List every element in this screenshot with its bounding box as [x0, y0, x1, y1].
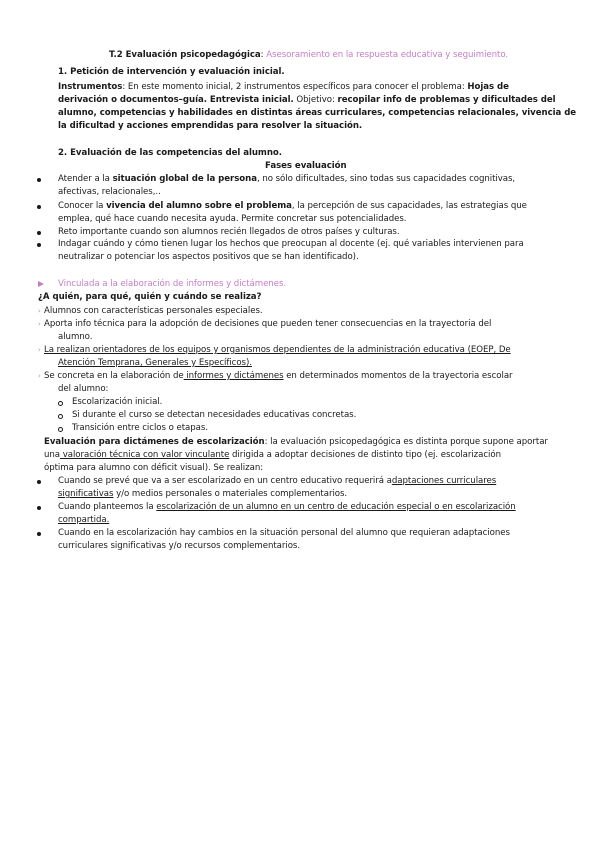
bullet-icon — [37, 480, 41, 484]
case-2-line1 — [58, 502, 516, 513]
title-colon: : — [260, 50, 267, 60]
text: Cuando se prevé que va a ser escolarizado en un centro educativo requerirá a — [58, 476, 392, 486]
text: Conocer la — [58, 201, 107, 211]
bullet-icon — [37, 506, 41, 510]
text: dirigida a adoptar decisiones de distinto tipo (ej. escolarización — [229, 450, 501, 460]
chevron-right-icon: › — [38, 320, 41, 328]
line2-bold: derivación o documentos–guía. Entrevista inicial. — [58, 95, 294, 105]
sub-item-1: Escolarización inicial. — [72, 397, 163, 407]
text: Cuando planteemos la — [58, 502, 157, 512]
fases-bullet-4-line2: neutralizar o potenciar los aspectos positivos que se han identificado). — [58, 252, 359, 262]
section2-heading: 2. Evaluación de las competencias del alumno. — [58, 148, 282, 158]
text: Se concreta en la elaboración de — [44, 371, 184, 381]
chevron-right-icon: › — [38, 307, 41, 315]
fases-bullet-3: Reto importante cuando son alumnos recién llegados de otros países y culturas. — [58, 227, 400, 237]
section3-item-3-line2: Atención Temprana, Generales y Específicos). — [58, 358, 252, 368]
bold-text: situación global de la persona — [112, 174, 257, 184]
underlined-text: daptaciones curriculares — [391, 476, 497, 486]
chevron-right-icon: › — [38, 372, 41, 380]
line2-bold2: recopilar info de problemas y dificultades del — [337, 95, 556, 105]
sub-item-3: Transición entre ciclos o etapas. — [72, 423, 208, 433]
case-2-line2: compartida. — [58, 515, 110, 525]
evaluation-line1 — [44, 437, 548, 448]
evaluation-line2 — [44, 450, 501, 461]
section3-item-4-line1 — [44, 371, 513, 382]
chevron-right-icon: › — [38, 346, 41, 354]
bullet-icon — [37, 205, 41, 209]
section1-line2 — [58, 95, 556, 106]
bullet-icon — [37, 243, 41, 247]
sub-item-2: Si durante el curso se detectan necesidades educativas concretas. — [72, 410, 357, 420]
bullet-icon — [37, 532, 41, 536]
section3-item-2-line1: Aporta info técnica para la adopción de decisiones que pueden tener consecuencias en la trayectoria del — [44, 319, 492, 329]
case-3-line1: Cuando en la escolarización hay cambios en la situación personal del alumno que requieran adaptaciones — [58, 528, 510, 538]
text: en determinados momentos de la trayectoria escolar — [283, 371, 513, 381]
instr-text: : En este momento inicial, 2 instrumentos específicos para conocer el problema: — [122, 82, 468, 92]
bullet-icon — [37, 231, 41, 235]
section3-item-3-line1: La realizan orientadores de los equipos y organismos dependientes de la administración educativa (EOEP, De — [44, 345, 511, 355]
line3-bold: alumno, competencias y habilidades en distintas áreas curriculares, competencias relacionales — [58, 108, 516, 118]
text: y/o medios personales o materiales complementarios. — [113, 489, 348, 499]
text: , no sólo dificultades, sino todas sus capacidades cognitivas, — [256, 174, 516, 184]
text: : la evaluación psicopedagógica es distinta porque supone aportar — [264, 437, 548, 447]
section1-heading: 1. Petición de intervención y evaluación inicial. — [58, 67, 285, 77]
fases-bullet-4-line1: Indagar cuándo y cómo tienen lugar los hechos que preocupan al docente (ej. qué variables intervienen para — [58, 239, 524, 249]
instr-bold: Hojas de — [467, 82, 509, 92]
bullet-icon — [37, 178, 41, 182]
text: , la percepción de sus capacidades, las estrategias que — [291, 201, 527, 211]
evaluation-line3: óptima para alumno con déficit visual). Se realizan: — [44, 463, 264, 473]
circle-bullet-icon — [58, 427, 63, 432]
line3b: , vivencia de — [515, 108, 577, 118]
title-subtitle: Asesoramiento en la respuesta educativa y seguimiento. — [266, 50, 509, 60]
text: una — [44, 450, 61, 460]
section3-item-2-line2: alumno. — [58, 332, 93, 342]
case-3-line2: curriculares significativas y/o recursos complementarios. — [58, 541, 301, 551]
circle-bullet-icon — [58, 414, 63, 419]
section3-question: ¿A quién, para qué, quién y cuándo se realiza? — [38, 292, 262, 302]
fases-bullet-1-line2: afectivas, relacionales,.. — [58, 187, 161, 197]
section1-line4: la dificultad y acciones emprendidas para resolver la situación. — [58, 121, 363, 131]
fases-bullet-2-line1 — [58, 201, 527, 212]
document-title — [109, 50, 508, 61]
instr-label: Instrumentos — [58, 82, 123, 92]
title-t2: T.2 Evaluación psicopedagógica — [109, 50, 261, 60]
bold-text: vivencia del alumno sobre el problema — [106, 201, 292, 211]
section1-line3 — [58, 108, 576, 119]
line2-obj: Objetivo: — [293, 95, 338, 105]
arrow-bullet-icon — [38, 281, 44, 287]
underlined-text: informes y dictámenes — [183, 371, 284, 381]
section3-item-4-line2: del alumno: — [58, 384, 109, 394]
underlined-text: escolarización de un alumno en un centro de educación especial o en escolarización — [156, 502, 516, 512]
underlined-text: significativas — [58, 489, 114, 499]
fases-bullet-2-line2: emplea, qué hace cuando necesita ayuda. Permite concretar sus potencialidades. — [58, 214, 407, 224]
case-1-line1 — [58, 476, 496, 487]
text: Atender a la — [58, 174, 113, 184]
section1-line1 — [58, 82, 509, 93]
section3-heading: Vinculada a la elaboración de informes y dictámenes. — [58, 279, 287, 289]
bold-text: Evaluación para dictámenes de escolarización — [44, 437, 265, 447]
section3-item-1: Alumnos con características personales especiales. — [44, 306, 263, 316]
underlined-text: valoración técnica con valor vinculante — [60, 450, 230, 460]
fases-title: Fases evaluación — [265, 161, 347, 171]
fases-bullet-1-line1 — [58, 174, 515, 185]
case-1-line2 — [58, 489, 347, 500]
circle-bullet-icon — [58, 401, 63, 406]
